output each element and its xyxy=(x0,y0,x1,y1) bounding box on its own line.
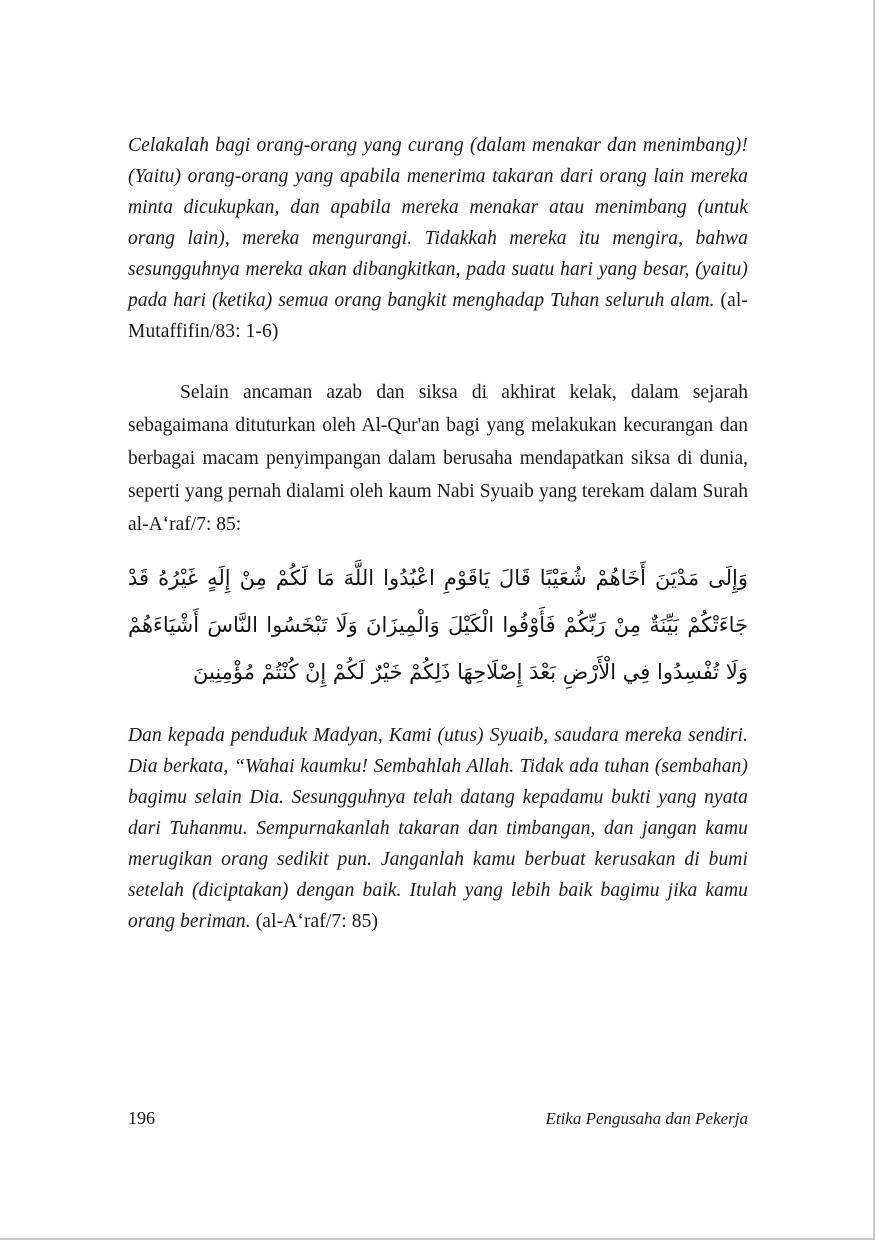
page-content xyxy=(128,130,748,937)
running-title: Etika Pengusaha dan Pekerja xyxy=(545,1109,748,1128)
quote-mutaffifin xyxy=(128,130,748,347)
quote-araf-translation-text: Dan kepada penduduk Madyan, Kami (utus) Syuaib, saudara mereka sendiri. Dia berkata, “Wahai kaumku! Sembahlah Allah. Tidak ada tuhan (sembahan) bagimu selain Dia. Sesungguhnya telah datang kepadamu bukti yang nyata dari Tuhanmu. Sempurnakanlah takaran dan timbangan, dan jangan kamu merugikan orang sedikit pun. Janganlah kamu berbuat kerusakan di bumi setelah (diciptakan) dengan baik. Itulah yang lebih baik bagimu jika kamu orang beriman. xyxy=(128,725,748,932)
body-paragraph: Selain ancaman azab dan siksa di akhirat kelak, dalam sejarah sebagaimana dituturkan oleh Al-Qur'an bagi yang melakukan kecurangan dan berbagai macam penyimpangan dalam berusaha mendapatkan siksa di dunia, seperti yang pernah dialami oleh kaum Nabi Syuaib yang terekam dalam Surah al-A‘raf/7: 85: xyxy=(128,382,748,535)
quote-mutaffifin-reference: (al-Mutaffifin/83: 1-6) xyxy=(128,290,748,342)
quote-mutaffifin-text: Celakalah bagi orang-orang yang curang (dalam menakar dan menimbang)! (Yaitu) orang-orang yang apabila menerima takaran dari orang lain mereka minta dicukupkan, dan apabila mereka menakar atau menimbang (untuk orang lain), mereka mengurangi. Tidakkah mereka itu mengira, bahwa sesungguhnya mereka akan dibangkitkan, pada suatu hari yang besar, (yaitu) pada hari (ketika) semua orang bangkit menghadap Tuhan seluruh alam. xyxy=(128,135,748,311)
quote-araf-reference: (al-A‘raf/7: 85) xyxy=(255,911,379,932)
page-number: 196 xyxy=(128,1108,155,1128)
page-footer xyxy=(128,1108,748,1129)
arabic-verse-araf-7-85: وَإِلَى مَدْيَنَ أَخَاهُمْ شُعَيْبًا قَالَ يَاقَوْمِ اعْبُدُوا اللَّهَ مَا لَكُمْ مِنْ إِلَهٍ غَيْرُهُ قَدْ جَاءَتْكُمْ بَيِّنَةٌ مِنْ رَبِّكُمْ فَأَوْفُوا الْكَيْلَ وَالْمِيزَانَ وَلَا تَبْخَسُوا النَّاسَ أَشْيَاءَهُمْ وَلَا تُفْسِدُوا فِي الْأَرْضِ بَعْدَ إِصْلَاحِهَا ذَلِكُمْ خَيْرٌ لَكُمْ إِنْ كُنْتُمْ مُؤْمِنِينَ xyxy=(128,566,748,684)
quote-araf-translation xyxy=(128,720,748,937)
